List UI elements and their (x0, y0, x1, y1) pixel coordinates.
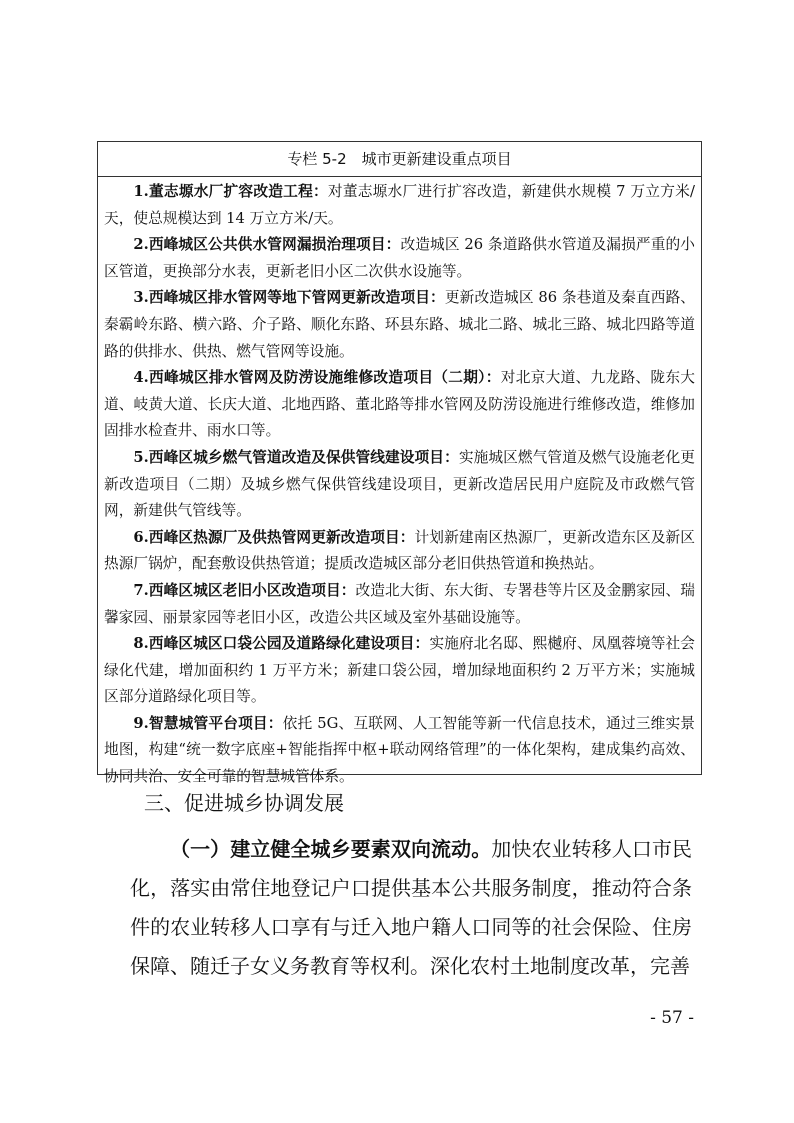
project-heading: 3.西峰城区排水管网等地下管网更新改造项目： (133, 289, 445, 307)
project-text: 对北京大道、九龙路、陇东大道、岐黄大道、长庆大道、北地西路、董北路等排水管网及防涝设施进行维修改造，维修加固排水检查井、雨水口等。 (104, 369, 695, 440)
project-heading: 4.西峰城区排水管网及防涝设施维修改造项目（二期）： (133, 369, 501, 387)
project-heading: 7.西峰区城区老旧小区改造项目： (133, 581, 356, 599)
project-text: 实施府北名邸、熙樾府、凤凰蓉境等社会绿化代建，增加面积约 1 万平方米；新建口袋公园，增加绿地面积约 2 万平方米；实施城区部分道路绿化项目等。 (104, 635, 695, 706)
project-heading: 2.西峰城区公共供水管网漏损治理项目： (133, 236, 401, 254)
project-item (104, 445, 695, 525)
project-text: 更新改造城区 86 条巷道及秦直西路、秦霸岭东路、横六路、介子路、顺化东路、环县东路、城北二路、城北三路、城北四路等道路的供排水、供热、燃气管网等设施。 (104, 289, 695, 360)
project-item (104, 578, 695, 631)
project-list (98, 177, 701, 791)
project-item (104, 631, 695, 711)
project-heading: 9.智慧城管平台项目： (133, 714, 283, 732)
project-item (104, 711, 695, 791)
project-item (104, 232, 695, 285)
project-heading: 8.西峰区城区口袋公园及道路绿化建设项目： (133, 635, 430, 653)
project-item (104, 365, 695, 445)
project-heading: 1.董志塬水厂扩容改造工程： (133, 183, 328, 200)
project-text: 改造北大街、东大街、专署巷等片区及金鹏家园、瑞馨家园、丽景家园等老旧小区，改造公共区域及室外基础设施等。 (104, 581, 695, 626)
body-paragraph (130, 830, 692, 986)
project-text: 改造城区 26 条道路供水管道及漏损严重的小区管道，更换部分水表，更新老旧小区二次供水设施等。 (104, 236, 695, 280)
box-title: 专栏 5-2 城市更新建设重点项目 (98, 142, 701, 177)
project-text: 依托 5G、互联网、人工智能等新一代信息技术，通过三维实景地图，构建“统一数字底座+智能指挥中枢+联动网络管理”的一体化架构，建成集约高效、协同共治、安全可靠的智慧城管体系。 (104, 714, 695, 786)
project-item (104, 525, 695, 578)
section-heading: 三、促进城乡协调发展 (144, 791, 344, 815)
project-item (104, 285, 695, 365)
project-item (104, 179, 695, 232)
project-heading: 6.西峰区热源厂及供热管网更新改造项目： (133, 528, 415, 546)
project-text: 计划新建南区热源厂，更新改造东区及新区热源厂锅炉，配套敷设供热管道；提质改造城区部分老旧供热管道和换热站。 (104, 528, 695, 573)
page-number: - 57 - (650, 1008, 694, 1028)
paragraph-text: 加快农业转移人口市民化，落实由常住地登记户口提供基本公共服务制度，推动符合条件的农业转移人口享有与迁入地户籍人口同等的社会保险、住房保障、随迁子女义务教育等权利。深化农村土地制度改革，完善 (130, 837, 693, 978)
project-box (97, 141, 702, 786)
project-text: 对董志塬水厂进行扩容改造，新建供水规模 7 万立方米/天，使总规模达到 14 万立方米/天。 (104, 183, 695, 227)
project-heading: 5.西峰区城乡燃气管道改造及保供管线建设项目： (133, 448, 459, 466)
project-text: 实施城区燃气管道及燃气设施老化更新改造项目（二期）及城乡燃气保供管线建设项目，更新改造居民用户庭院及市政燃气管网，新建供气管线等。 (104, 448, 695, 520)
paragraph-lead: （一）建立健全城乡要素双向流动。 (170, 837, 492, 861)
